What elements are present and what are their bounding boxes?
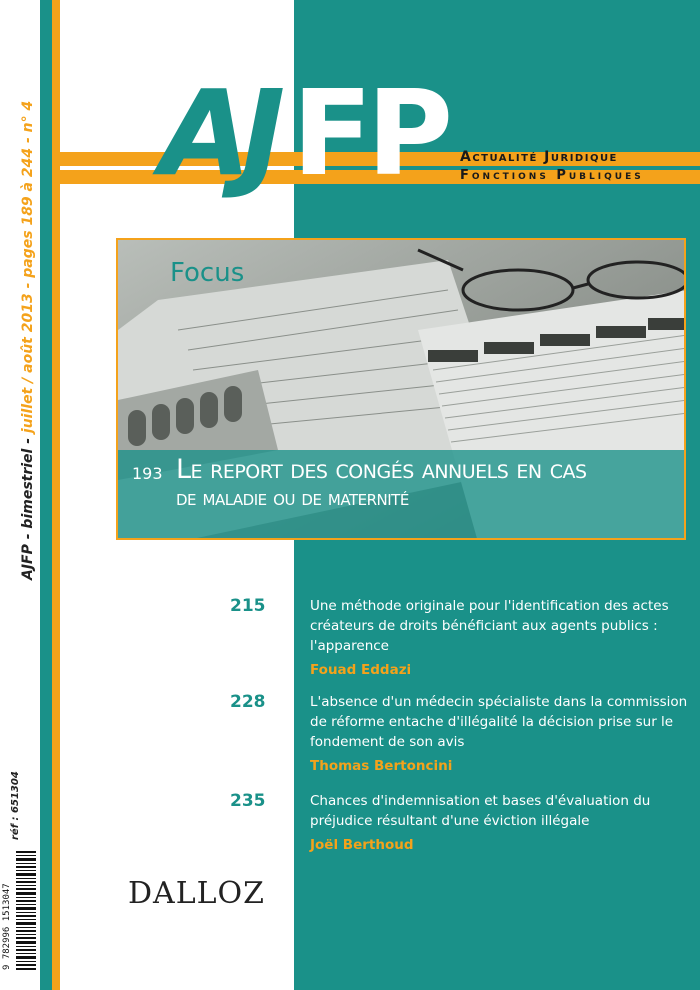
article-page-number: 215 [230, 596, 266, 616]
spine-orange-stripe [52, 0, 60, 990]
spine-issue-info: juillet / août 2013 - pages 189 à 244 - n° 4 [20, 100, 36, 434]
article-title: L'absence d'un médecin spécialiste dans la commission de réforme entache d'illégalité la décision prise sur le fondement de son avis [310, 694, 688, 750]
logo-fp: FP [292, 64, 448, 202]
publisher-logo: DALLOZ [128, 876, 266, 911]
focus-title-line2: de maladie ou de maternité [176, 486, 409, 511]
journal-subtitle-line2: Fonctions Publiques [460, 168, 644, 183]
article-page-number: 228 [230, 692, 266, 712]
focus-title-line1: Le report des congés annuels en cas [176, 454, 587, 485]
focus-label: Focus [170, 258, 245, 288]
article-author: Joël Berthoud [310, 837, 414, 853]
spine-periodicity: AJFP - bimestriel - [20, 433, 36, 580]
spine-text [2, 70, 38, 580]
article-author: Fouad Eddazi [310, 662, 412, 678]
barcode-digits: 9 782996 1513047 [2, 883, 12, 970]
logo-aj: AJ [160, 64, 276, 202]
article-page-number: 235 [230, 791, 266, 811]
focus-panel [116, 238, 686, 540]
reference-label: réf : 651304 [10, 771, 21, 840]
article-author: Thomas Bertoncini [310, 758, 453, 774]
journal-subtitle-line1: Actualité Juridique [460, 149, 618, 165]
focus-page-number: 193 [132, 464, 163, 483]
reference-number [8, 740, 28, 840]
journal-logo [120, 64, 480, 202]
spine-teal-stripe [40, 0, 52, 990]
article-title: Chances d'indemnisation et bases d'évaluation du préjudice résultant d'une éviction illégale [310, 793, 651, 829]
article-title: Une méthode originale pour l'identification des actes créateurs de droits bénéficiant aux agents publics : l'apparence [310, 598, 669, 654]
